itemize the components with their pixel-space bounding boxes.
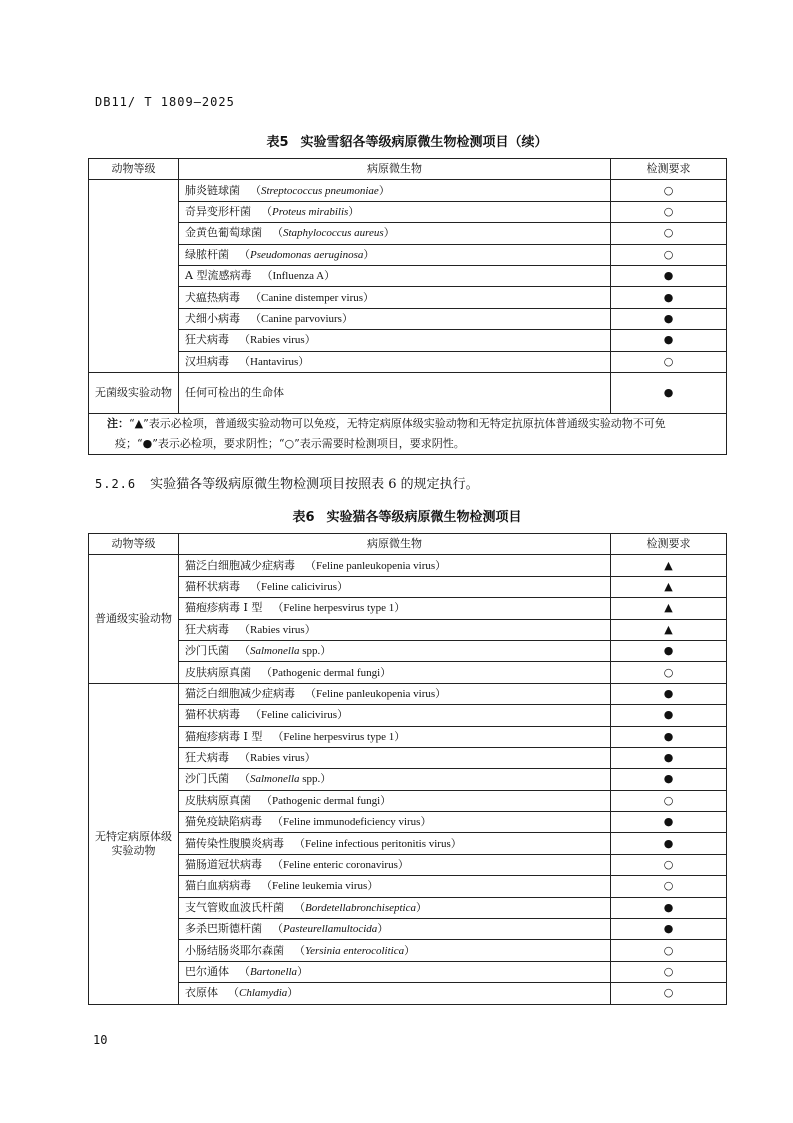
detection-requirement: ○ — [611, 790, 727, 811]
table6-caption — [88, 506, 726, 525]
latin-name: Bordetellabronchiseptica — [305, 901, 416, 914]
table-row — [89, 576, 727, 597]
pathogen-name — [179, 640, 611, 661]
pathogen-cn: 任何可检出的生命体 — [185, 385, 284, 399]
paren-close: ） — [320, 773, 332, 786]
latin-name: Feline leukemia virus — [272, 880, 368, 893]
pathogen-name — [179, 244, 611, 265]
pathogen-latin — [239, 966, 308, 978]
pathogen-latin — [261, 206, 359, 218]
paren-close: ） — [380, 666, 392, 679]
pathogen-cn: 支气管败血波氏杆菌 — [185, 900, 284, 914]
latin-name: Rabies virus — [250, 752, 305, 765]
latin-name: Staphylococcus aureus — [283, 227, 384, 240]
table-row — [89, 726, 727, 747]
paren-open: （ — [305, 559, 316, 572]
pathogen-name — [179, 961, 611, 982]
detection-requirement: ○ — [611, 876, 727, 897]
table-row — [89, 372, 727, 413]
pathogen-latin — [294, 945, 415, 957]
paren-open: （ — [261, 794, 272, 807]
pathogen-name — [179, 287, 611, 308]
latin-name: Feline enteric coronavirus — [283, 859, 398, 872]
pathogen-cn: 肺炎链球菌 — [185, 183, 240, 197]
latin-name: Feline panleukopenia virus — [316, 687, 436, 700]
pathogen-cn: 皮肤病原真菌 — [185, 793, 251, 807]
table5-number: 表5 — [266, 135, 289, 150]
pathogen-name — [179, 705, 611, 726]
table5-header — [89, 159, 727, 180]
pathogen-name — [179, 790, 611, 811]
detection-requirement: ○ — [611, 244, 727, 265]
pathogen-cn: 狂犬病毒 — [185, 333, 229, 347]
latin-name: Feline calicivirus — [261, 580, 338, 593]
pathogen-cn: 犬瘟热病毒 — [185, 290, 240, 304]
section-number: 5.2.6 — [95, 477, 137, 491]
paren-open: （ — [239, 334, 250, 347]
pathogen-cn: 多杀巴斯德杆菌 — [185, 922, 262, 936]
paren-close: ） — [304, 752, 316, 765]
pathogen-cn: 小肠结肠炎耶尔森菌 — [185, 943, 284, 957]
animal-level — [89, 180, 179, 373]
paren-open: （ — [272, 816, 283, 829]
table-row — [89, 180, 727, 201]
pathogen-latin — [272, 859, 409, 871]
pathogen-cn: A 型流感病毒 — [185, 269, 252, 283]
paren-close: ） — [324, 270, 336, 283]
paren-close: ） — [394, 602, 406, 615]
pathogen-name — [179, 555, 611, 576]
pathogen-latin — [250, 292, 374, 304]
pathogen-cn: 金黄色葡萄球菌 — [185, 226, 262, 240]
table-row — [89, 940, 727, 961]
pathogen-latin — [239, 773, 331, 785]
table-row — [89, 683, 727, 704]
latin-name: Feline herpesvirus type 1 — [283, 730, 395, 743]
detection-requirement: ○ — [611, 940, 727, 961]
table-row — [89, 265, 727, 286]
pathogen-name — [179, 330, 611, 351]
pathogen-latin — [228, 987, 298, 999]
latin-name: Salmonella — [250, 773, 300, 786]
pathogen-name — [179, 372, 611, 413]
pathogen-latin — [305, 560, 446, 572]
paren-open: （ — [294, 837, 305, 850]
detection-requirement: ○ — [611, 351, 727, 372]
table5-note — [89, 413, 727, 454]
detection-requirement: ● — [611, 287, 727, 308]
pathogen-latin — [250, 185, 390, 197]
pathogen-cn: 沙门氏菌 — [185, 772, 229, 786]
table-row — [89, 351, 727, 372]
latin-name: Canine parvoviurs — [261, 312, 342, 325]
paren-open: （ — [272, 730, 284, 743]
pathogen-cn: 沙门氏菌 — [185, 644, 229, 658]
table-row — [89, 223, 727, 244]
latin-name: Hantavirus — [250, 355, 299, 368]
detection-requirement: ○ — [611, 223, 727, 244]
pathogen-cn: 猫疱疹病毒 I 型 — [185, 729, 263, 743]
pathogen-latin — [239, 752, 316, 764]
pathogen-latin — [272, 731, 405, 743]
pathogen-cn: 猫杯状病毒 — [185, 708, 240, 722]
detection-requirement: ▲ — [611, 619, 727, 640]
column-header: 检测要求 — [611, 159, 727, 180]
table5 — [88, 158, 727, 455]
pathogen-name — [179, 180, 611, 201]
pathogen-latin — [294, 838, 462, 850]
animal-level: 普通级实验动物 — [89, 555, 179, 683]
pathogen-name — [179, 223, 611, 244]
latin-name: Pathogenic dermal fungi — [272, 666, 381, 679]
latin-name: Pathogenic dermal fungi — [272, 794, 381, 807]
pathogen-cn: 汉坦病毒 — [185, 354, 229, 368]
paren-close: ） — [416, 901, 427, 914]
paren-close: ） — [304, 334, 316, 347]
detection-requirement: ● — [611, 308, 727, 329]
detection-requirement: ○ — [611, 201, 727, 222]
section-text: 实验猫各等级病原微生物检测项目按照表 6 的规定执行。 — [150, 477, 479, 492]
paren-close: ） — [320, 645, 332, 658]
paren-close: ） — [378, 184, 390, 197]
latin-name: Feline immunodeficiency virus — [283, 816, 421, 829]
pathogen-name — [179, 576, 611, 597]
pathogen-latin — [239, 645, 331, 657]
latin-name: Influenza A — [272, 270, 325, 283]
table-row — [89, 201, 727, 222]
detection-requirement: ○ — [611, 662, 727, 683]
pathogen-name — [179, 833, 611, 854]
paren-close: ） — [363, 291, 375, 304]
paren-open: （ — [294, 944, 305, 957]
pathogen-name — [179, 308, 611, 329]
paren-close: ） — [404, 944, 416, 957]
table6 — [88, 533, 727, 1005]
table5-note-section — [89, 413, 727, 454]
pathogen-latin — [250, 313, 353, 325]
paren-open: （ — [250, 580, 261, 593]
table-row — [89, 640, 727, 661]
paren-close: ） — [304, 623, 316, 636]
paren-open: （ — [305, 687, 316, 700]
table6-header — [89, 534, 727, 555]
paren-open: （ — [272, 859, 283, 872]
paren-close: ） — [337, 709, 349, 722]
detection-requirement: ○ — [611, 961, 727, 982]
pathogen-latin — [261, 667, 391, 679]
latin-name: Feline herpesvirus type 1 — [283, 602, 395, 615]
latin-name: Streptococcus pneumoniae — [261, 184, 379, 197]
table-row — [89, 705, 727, 726]
detection-requirement: ▲ — [611, 576, 727, 597]
pathogen-name — [179, 876, 611, 897]
paren-close: ） — [450, 837, 462, 850]
paren-close: ） — [363, 248, 375, 261]
pathogen-name — [179, 983, 611, 1004]
latin-name: Salmonella — [250, 645, 300, 658]
pathogen-latin — [250, 581, 348, 593]
pathogen-latin — [261, 795, 391, 807]
table6-title: 实验猫各等级病原微生物检测项目 — [326, 510, 522, 525]
standard-code: DB11/ T 1809—2025 — [95, 95, 235, 109]
table-row — [89, 330, 727, 351]
pathogen-name — [179, 619, 611, 640]
pathogen-cn: 狂犬病毒 — [185, 622, 229, 636]
paren-open: （ — [250, 291, 261, 304]
pathogen-latin — [272, 816, 431, 828]
pathogen-name — [179, 726, 611, 747]
pathogen-name — [179, 351, 611, 372]
column-header: 动物等级 — [89, 159, 179, 180]
table-row — [89, 619, 727, 640]
table-row — [89, 983, 727, 1004]
paren-open: （ — [239, 355, 250, 368]
pathogen-latin — [239, 334, 316, 346]
column-header: 病原微生物 — [179, 159, 611, 180]
latin-name: Feline calicivirus — [261, 709, 338, 722]
table6-body — [89, 555, 727, 1004]
detection-requirement: ● — [611, 330, 727, 351]
table-row — [89, 287, 727, 308]
paren-open: （ — [294, 901, 305, 914]
pathogen-cn: 猫传染性腹膜炎病毒 — [185, 836, 284, 850]
pathogen-cn: 猫白血病病毒 — [185, 879, 251, 893]
pathogen-latin — [272, 923, 388, 935]
paren-close: ） — [341, 312, 353, 325]
pathogen-name — [179, 812, 611, 833]
detection-requirement: ● — [611, 812, 727, 833]
table-row — [89, 747, 727, 768]
paren-open: （ — [272, 923, 283, 936]
table-row — [89, 961, 727, 982]
animal-level: 无菌级实验动物 — [89, 372, 179, 413]
paren-close: ） — [348, 205, 360, 218]
pathogen-name — [179, 201, 611, 222]
pathogen-latin — [272, 602, 405, 614]
table-row — [89, 812, 727, 833]
paren-open: （ — [239, 645, 250, 658]
pathogen-latin — [261, 880, 378, 892]
paren-open: （ — [250, 184, 261, 197]
table-row — [89, 308, 727, 329]
paren-open: （ — [261, 666, 272, 679]
detection-requirement: ● — [611, 897, 727, 918]
detection-requirement: ● — [611, 769, 727, 790]
pathogen-cn: 犬细小病毒 — [185, 311, 240, 325]
paren-open: （ — [261, 880, 272, 893]
pathogen-latin — [239, 356, 309, 368]
pathogen-cn: 绿脓杆菌 — [185, 247, 229, 261]
latin-name: Proteus mirabilis — [272, 205, 349, 218]
latin-name: Pseudomonas aeruginosa — [250, 248, 364, 261]
latin-name: Canine distemper virus — [261, 291, 364, 304]
paren-open: （ — [239, 752, 250, 765]
paren-close: ） — [420, 816, 432, 829]
table-row — [89, 769, 727, 790]
paren-close: ） — [383, 227, 395, 240]
pathogen-name — [179, 854, 611, 875]
table-row — [89, 876, 727, 897]
detection-requirement: ▲ — [611, 598, 727, 619]
pathogen-cn: 猫泛白细胞减少症病毒 — [185, 558, 295, 572]
latin-suffix: spp. — [299, 773, 321, 786]
table-row — [89, 555, 727, 576]
pathogen-cn: 猫肠道冠状病毒 — [185, 858, 262, 872]
section-paragraph — [95, 473, 479, 492]
pathogen-latin — [261, 270, 335, 282]
pathogen-cn: 猫免疫缺陷病毒 — [185, 815, 262, 829]
table-row — [89, 897, 727, 918]
latin-name: Rabies virus — [250, 334, 305, 347]
detection-requirement: ● — [611, 372, 727, 413]
paren-close: ） — [367, 880, 379, 893]
latin-name: Chlamydia — [239, 987, 288, 1000]
paren-open: （ — [239, 773, 250, 786]
column-header: 动物等级 — [89, 534, 179, 555]
pathogen-latin — [305, 688, 446, 700]
latin-name: Pasteurellamultocida — [283, 923, 378, 936]
pathogen-cn: 衣原体 — [185, 986, 218, 1000]
pathogen-name — [179, 662, 611, 683]
paren-close: ） — [297, 966, 309, 978]
paren-open: （ — [250, 709, 261, 722]
detection-requirement: ● — [611, 726, 727, 747]
table-row — [89, 833, 727, 854]
pathogen-name — [179, 897, 611, 918]
pathogen-name — [179, 919, 611, 940]
paren-close: ） — [298, 355, 310, 368]
pathogen-latin — [272, 227, 395, 239]
table6-number: 表6 — [292, 510, 315, 525]
pathogen-cn: 奇异变形杆菌 — [185, 204, 251, 218]
detection-requirement: ● — [611, 747, 727, 768]
paren-open: （ — [261, 270, 273, 283]
pathogen-cn: 猫泛白细胞减少症病毒 — [185, 686, 295, 700]
paren-open: （ — [250, 312, 261, 325]
latin-name: Feline panleukopenia virus — [316, 559, 436, 572]
table-row — [89, 244, 727, 265]
pathogen-cn: 皮肤病原真菌 — [185, 665, 251, 679]
pathogen-name — [179, 769, 611, 790]
paren-close: ） — [377, 923, 389, 936]
animal-level: 无特定病原体级实验动物 — [89, 683, 179, 1004]
pathogen-latin — [239, 624, 316, 636]
pathogen-name — [179, 265, 611, 286]
note-text: “▲”表示必检项，普通级实验动物可以免疫，无特定病原体级实验动物和无特定抗原抗体普通级实验动物不可免疫；“●”表示必检项，要求阴性；“○”表示需要时检测项目，要求阴性。 — [115, 416, 666, 450]
paren-open: （ — [272, 602, 284, 615]
pathogen-name — [179, 598, 611, 619]
page-number: 10 — [93, 1033, 108, 1047]
paren-open: （ — [261, 205, 272, 218]
column-header: 检测要求 — [611, 534, 727, 555]
detection-requirement: ▲ — [611, 555, 727, 576]
paren-close: ） — [435, 687, 447, 700]
paren-close: ） — [394, 730, 406, 743]
paren-close: ） — [435, 559, 447, 572]
paren-close: ） — [397, 859, 409, 872]
detection-requirement: ● — [611, 833, 727, 854]
paren-close: ） — [337, 580, 349, 593]
paren-close: ） — [380, 794, 392, 807]
table-row — [89, 790, 727, 811]
table-row — [89, 662, 727, 683]
latin-suffix: spp. — [299, 645, 321, 658]
detection-requirement: ● — [611, 640, 727, 661]
pathogen-cn: 狂犬病毒 — [185, 751, 229, 765]
detection-requirement: ● — [611, 683, 727, 704]
detection-requirement: ○ — [611, 854, 727, 875]
table5-body — [89, 180, 727, 414]
note-label: 注： — [107, 416, 129, 430]
pathogen-name — [179, 940, 611, 961]
detection-requirement: ● — [611, 919, 727, 940]
table5-caption — [88, 131, 726, 150]
detection-requirement: ○ — [611, 180, 727, 201]
paren-close: ） — [287, 987, 299, 1000]
detection-requirement: ● — [611, 705, 727, 726]
table5-title: 实验雪貂各等级病原微生物检测项目（续） — [300, 135, 548, 150]
paren-open: （ — [239, 248, 250, 261]
table-row — [89, 919, 727, 940]
paren-open: （ — [272, 227, 283, 240]
pathogen-name — [179, 683, 611, 704]
pathogen-cn: 巴尔通体 — [185, 965, 229, 978]
paren-open: （ — [228, 987, 239, 1000]
paren-open: （ — [239, 966, 250, 978]
pathogen-cn: 猫疱疹病毒 I 型 — [185, 601, 263, 615]
paren-open: （ — [239, 623, 250, 636]
latin-name: Yersinia enterocolitica — [305, 944, 405, 957]
table-row — [89, 598, 727, 619]
pathogen-latin — [294, 902, 427, 914]
pathogen-latin — [250, 709, 348, 721]
latin-name: Bartonella — [250, 966, 298, 978]
pathogen-latin — [239, 249, 374, 261]
pathogen-name — [179, 747, 611, 768]
pathogen-cn: 猫杯状病毒 — [185, 579, 240, 593]
table-row — [89, 854, 727, 875]
detection-requirement: ● — [611, 265, 727, 286]
column-header: 病原微生物 — [179, 534, 611, 555]
detection-requirement: ○ — [611, 983, 727, 1004]
latin-name: Rabies virus — [250, 623, 305, 636]
latin-name: Feline infectious peritonitis virus — [305, 837, 451, 850]
